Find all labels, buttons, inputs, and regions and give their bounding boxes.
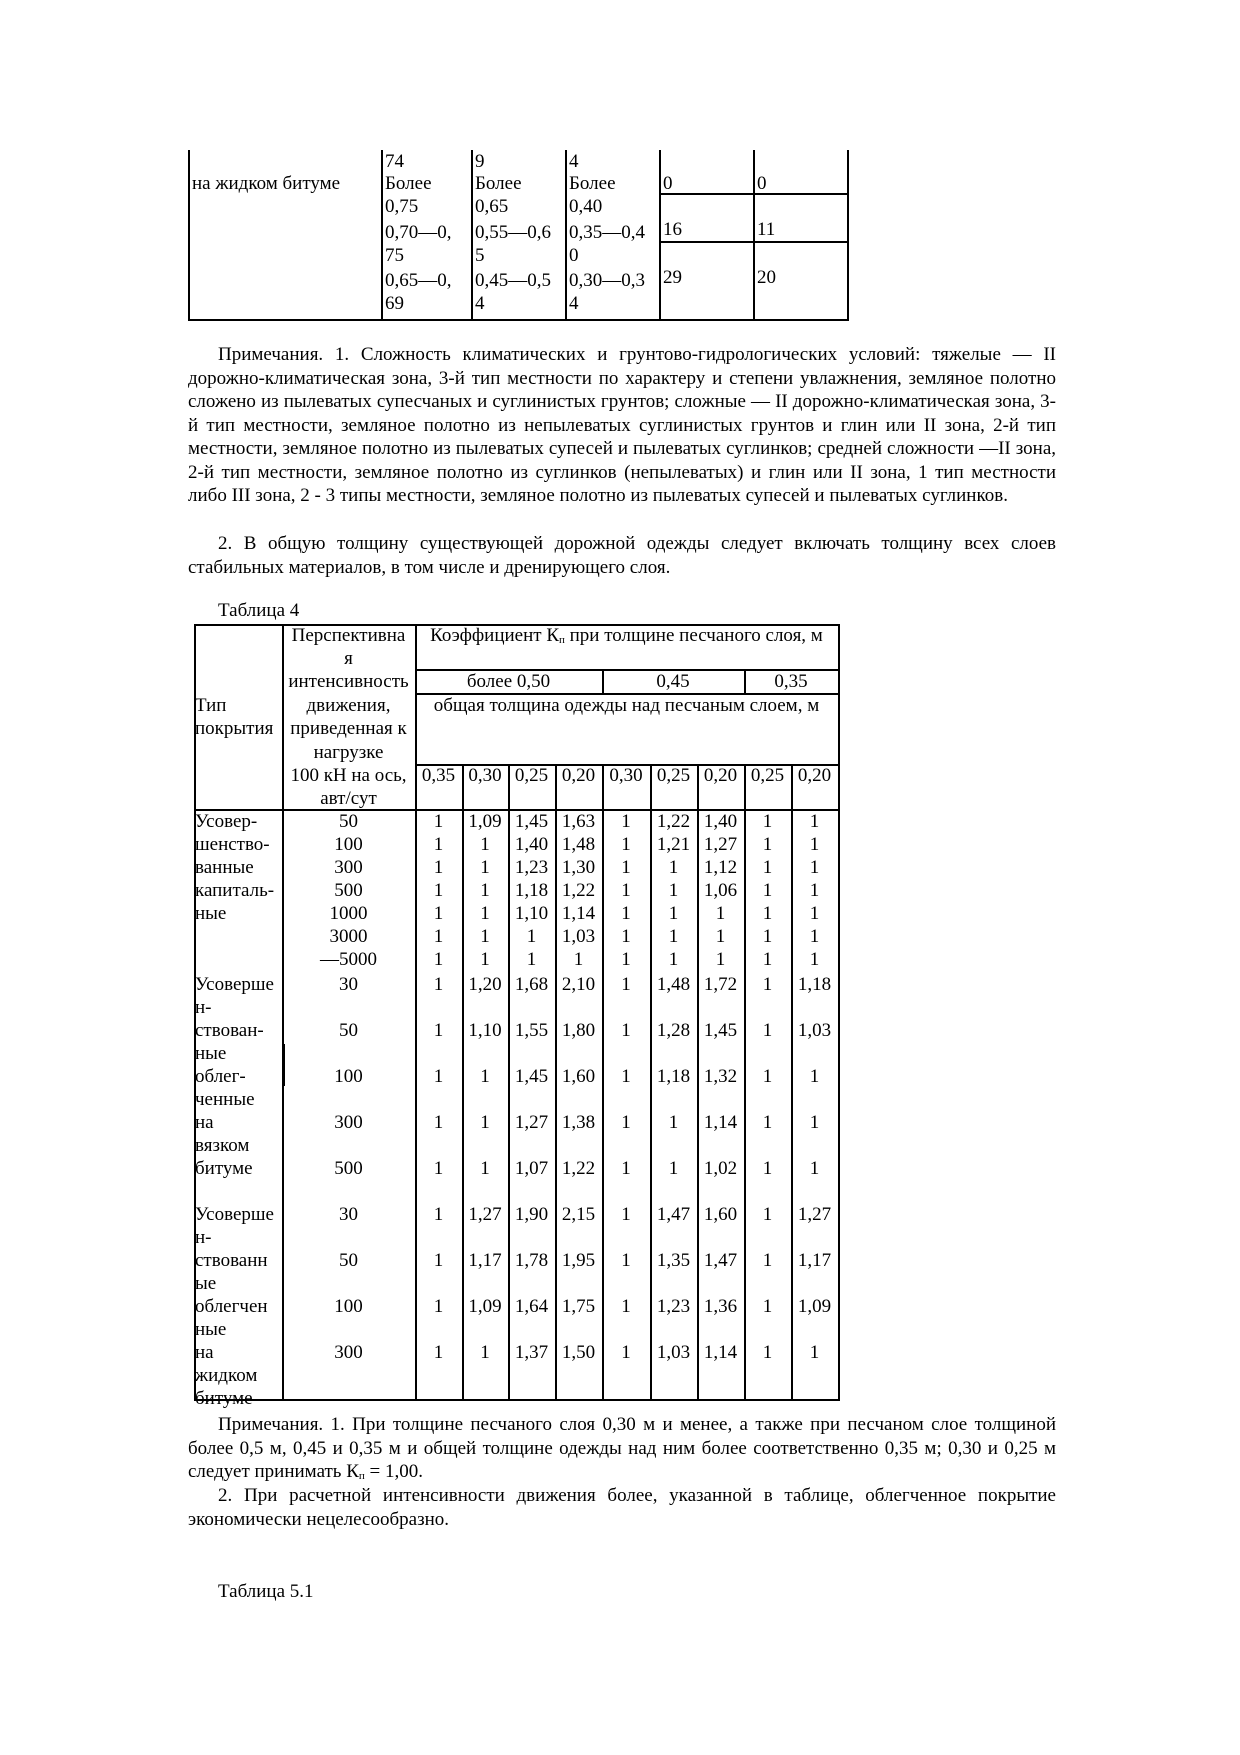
table-4-type-label: ные — [195, 1043, 227, 1064]
table-row-rule — [659, 241, 848, 243]
table-4-cell: 1,07 — [514, 1158, 549, 1179]
table-4-cell: 1 — [433, 1158, 444, 1179]
table-4-cell: 1 — [668, 903, 679, 924]
table-4-type-label: битуме — [195, 1158, 253, 1179]
table-4-cell: 1 — [621, 1296, 631, 1317]
table-4-cell: 1,14 — [561, 903, 596, 924]
table-4-cell: 1 — [433, 811, 444, 832]
table-4-cell: 1,03 — [656, 1342, 691, 1363]
table-4-type-label: н- — [195, 997, 212, 1018]
table-4-cell: 1 — [809, 857, 820, 878]
table-4-cell: 1,21 — [656, 834, 691, 855]
table-4-cell: 1 — [433, 1204, 444, 1225]
table-4-intensity: 300 — [334, 1342, 363, 1363]
table-4-head-thickness: 0,25 — [656, 765, 691, 786]
table-4-cell: 1 — [433, 974, 444, 995]
table-4-cell: 1,22 — [561, 1158, 596, 1179]
table-4-cell: 1,36 — [703, 1296, 738, 1317]
table-4-cell: 1 — [762, 1296, 773, 1317]
table-4-cell: 1,27 — [514, 1112, 549, 1133]
table-4-cell: 1,40 — [514, 834, 549, 855]
table-4-cell: 1 — [621, 903, 631, 924]
table-4-type-label: ствованн — [195, 1250, 268, 1271]
table-4-cell: 1,27 — [468, 1204, 502, 1225]
table-4-cell: 1 — [809, 1342, 820, 1363]
table-4-cell: 1 — [809, 926, 820, 947]
table-4-cell: 1,45 — [703, 1020, 738, 1041]
table-4-type-label: Усоверше — [195, 974, 274, 995]
table-4-cell: 1,22 — [561, 880, 596, 901]
table-4-cell: 1,22 — [656, 811, 691, 832]
table-4-type-label: шенство- — [195, 834, 270, 855]
table-4-head-intensity: 100 кН на ось, — [290, 765, 407, 786]
table-4-cell: 1,40 — [703, 811, 738, 832]
table-bottom-rule — [194, 1399, 839, 1401]
table-4-cell: 1 — [762, 1342, 773, 1363]
table-4-cell: 1 — [809, 903, 820, 924]
table-4-cell: 1 — [526, 926, 537, 947]
table-4-cell: 1 — [809, 1066, 820, 1087]
table-4-type-label: ные — [195, 903, 227, 924]
top-table-cell: 0,45—0,5 — [475, 270, 551, 291]
table-4-cell: 1,09 — [468, 1296, 502, 1317]
top-table-cell: 0 — [569, 245, 579, 266]
notes-1-paragraph-2: 2. В общую толщину существующей дорожной одежды следует включать толщину всех слоев стабильных материалов, в том числе и дренирующего слоя. — [188, 533, 1056, 578]
table-4-cell: 1,27 — [703, 834, 738, 855]
table-4-cell: 1 — [621, 1204, 631, 1225]
table-4-cell: 1,95 — [561, 1250, 596, 1271]
table-4-cell: 1 — [433, 857, 444, 878]
table-4-head-intensity: движения, — [306, 695, 391, 716]
table-4-cell: 1,03 — [797, 1020, 832, 1041]
table-4-intensity: 500 — [334, 880, 363, 901]
table-4-cell: 1,09 — [468, 811, 502, 832]
table-4-cell: 1,18 — [514, 880, 549, 901]
table-4-cell: 1,47 — [656, 1204, 691, 1225]
table-4-cell: 1,06 — [703, 880, 738, 901]
table-4-head-total-thickness: общая толщина одежды над песчаным слоем, м — [433, 695, 820, 716]
table-4-cell: 1 — [809, 1158, 820, 1179]
table-4-cell: 1 — [480, 926, 490, 947]
table-4-type-label: облегчен — [195, 1296, 268, 1317]
table-4-cell: 1 — [762, 1158, 773, 1179]
table-4-cell: 1,23 — [514, 857, 549, 878]
table-4-type-label: на — [195, 1112, 214, 1133]
table-4-cell: 1 — [762, 903, 773, 924]
notes-1-paragraph-1: Примечания. 1. Сложность климатических и грунтово-гидрологических условий: тяжелые — II дорожно-климатическая зона, 3-й тип местности по характеру и степени увлажнения, земляное полотно сложено из пылеватых супесчаных и суглинистых грунтов; сложные — II дорожно-климатическая зона, 3-й тип местности, земляное полотно из непылеватых суглинистых грунтов и глин или II зона, 2-й тип местности, земляное полотно из пылеватых супесей и пылеватых суглинков; средней сложности —II зона, 2-й тип местности, земляное полотно из суглинков (непылеватых) и глин или II зона, 1 тип местности либо III зона, 2 - 3 типы местности, земляное полотно из пылеватых супесей и пылеватых суглинков. — [188, 344, 1056, 506]
table-4-cell: 1 — [621, 857, 631, 878]
table-4-cell: 1 — [621, 1158, 631, 1179]
table-4-cell: 1,28 — [656, 1020, 691, 1041]
table-4-cell: 1 — [668, 880, 679, 901]
table-4-cell: 1 — [480, 857, 490, 878]
table-4-intensity: —5000 — [320, 949, 377, 970]
table-4-cell: 1,68 — [514, 974, 549, 995]
table-4-caption: Таблица 4 — [218, 600, 300, 621]
table-4-head-thickness: 0,25 — [514, 765, 549, 786]
table-4-cell: 1 — [668, 926, 679, 947]
table-4-cell: 1,12 — [703, 857, 738, 878]
table-4-cell: 1 — [621, 949, 631, 970]
top-table-cell: 0 — [663, 173, 673, 194]
table-4-type-label: ванные — [195, 857, 254, 878]
top-table-cell: 75 — [385, 245, 404, 266]
table-4-cell: 1 — [480, 1342, 490, 1363]
table-4-cell: 1,14 — [703, 1342, 738, 1363]
table-4-intensity: 100 — [334, 1066, 363, 1087]
table-4-cell: 1,18 — [656, 1066, 691, 1087]
top-table-cell: 20 — [757, 267, 776, 288]
table-4-cell: 1,20 — [468, 974, 502, 995]
table-4-cell: 1 — [433, 1066, 444, 1087]
table-4-type-label: ствован- — [195, 1020, 264, 1041]
table-column-rule — [565, 150, 567, 320]
table-4-cell: 1 — [762, 949, 773, 970]
table-4-type-label: н- — [195, 1227, 212, 1248]
top-table-cell: 29 — [663, 267, 682, 288]
top-table-cell: 11 — [757, 219, 776, 240]
table-4-intensity: 50 — [339, 1250, 358, 1271]
table-4-cell: 1 — [433, 926, 444, 947]
table-4-cell: 1,27 — [797, 1204, 832, 1225]
table-4-cell: 1 — [621, 880, 631, 901]
table-4-cell: 1,55 — [514, 1020, 549, 1041]
table-4-cell: 1 — [621, 974, 631, 995]
top-table-cell: 4 — [569, 293, 579, 314]
table-5-1-caption: Таблица 5.1 — [218, 1581, 314, 1602]
top-table-cell: 9 — [475, 151, 485, 172]
table-4-head-thickness: 0,20 — [797, 765, 832, 786]
table-4-cell: 1 — [762, 811, 773, 832]
table-4-cell: 1,75 — [561, 1296, 596, 1317]
table-4-cell: 1,37 — [514, 1342, 549, 1363]
table-column-rule — [381, 150, 383, 320]
table-4-head-sand-thickness: 0,45 — [656, 671, 690, 692]
table-4-cell: 1 — [621, 1066, 631, 1087]
table-4-cell: 1,09 — [797, 1296, 832, 1317]
top-table-cell: 0 — [757, 173, 767, 194]
table-4-head-thickness: 0,20 — [703, 765, 738, 786]
table-4-cell: 1 — [762, 1112, 773, 1133]
table-4-head-sand-thickness: более 0,50 — [466, 671, 551, 692]
table-4-cell: 1,63 — [561, 811, 596, 832]
table-column-rule — [415, 624, 417, 1401]
table-4-cell: 1 — [433, 903, 444, 924]
table-row-rule — [659, 193, 848, 195]
table-4-cell: 1,35 — [656, 1250, 691, 1271]
table-4-cell: 1,80 — [561, 1020, 596, 1041]
table-4-cell: 1 — [621, 1250, 631, 1271]
table-4-cell: 1 — [762, 1250, 773, 1271]
table-4-cell: 1 — [480, 1112, 490, 1133]
table-4-cell: 1 — [668, 1158, 679, 1179]
table-4-cell: 1 — [762, 926, 773, 947]
top-table-cell: 5 — [475, 245, 485, 266]
table-4-head-thickness: 0,20 — [561, 765, 596, 786]
top-table-cell: 0,65—0, — [385, 270, 452, 291]
table-4-head-intensity: интенсивность — [288, 671, 409, 692]
table-4-cell: 1 — [433, 949, 444, 970]
table-4-cell: 1 — [621, 1020, 631, 1041]
table-4-cell: 1 — [433, 1250, 444, 1271]
top-table-cell: 0,65 — [475, 196, 509, 217]
table-4-head-coefficient: Коэффициент $К_п$ при толщине песчаного слоя, м — [430, 625, 823, 646]
table-column-rule — [659, 150, 661, 320]
table-4-cell: 1 — [433, 1296, 444, 1317]
table-4-cell: 1 — [480, 1158, 490, 1179]
table-4-cell: 1 — [762, 974, 773, 995]
table-4-cell: 1,18 — [797, 974, 832, 995]
table-4-intensity: 3000 — [329, 926, 368, 947]
notes-2-paragraph-1: Примечания. 1. При толщине песчаного слоя 0,30 м и менее, а также при песчаном слое толщиной более 0,5 м, 0,45 и 0,35 м и общей толщине одежды над ним более соответственно 0,35 м; 0,30 и 0,25 м следует принимать $К_п = 1,00$. — [188, 1414, 1056, 1482]
table-4-type-label: на — [195, 1342, 214, 1363]
table-4-cell: 1 — [762, 1020, 773, 1041]
table-4-cell: 1 — [762, 1204, 773, 1225]
table-4-type-label: капиталь- — [195, 880, 275, 901]
table-4-type-label: ченные — [195, 1089, 255, 1110]
top-table-label: на жидком битуме — [192, 173, 341, 194]
top-table-cell: 0,30—0,3 — [569, 270, 645, 291]
table-4-head-thickness: 0,30 — [468, 765, 502, 786]
table-4-cell: 1 — [668, 1112, 679, 1133]
table-4-cell: 1,90 — [514, 1204, 549, 1225]
table-4-type-label: жидком — [195, 1365, 258, 1386]
top-table-cell: 0,70—0, — [385, 222, 452, 243]
table-4-type-label: ые — [195, 1273, 217, 1294]
top-table-cell: Более — [475, 173, 522, 194]
top-table-cell: 69 — [385, 293, 404, 314]
table-4-cell: 1 — [809, 811, 820, 832]
table-4-intensity: 300 — [334, 1112, 363, 1133]
table-bottom-rule — [188, 319, 849, 321]
table-4-cell: 1 — [668, 949, 679, 970]
table-4-cell: 1,50 — [561, 1342, 596, 1363]
table-column-rule — [847, 150, 849, 320]
table-4-head-intensity: приведенная к — [290, 718, 407, 739]
table-4-head-intensity: Перспективна — [291, 625, 406, 646]
table-4-cell: 1 — [433, 834, 444, 855]
top-table-cell: 74 — [385, 151, 404, 172]
table-4-head-type: Тип — [195, 695, 227, 716]
table-4-cell: 1,48 — [656, 974, 691, 995]
table-4-cell: 1 — [809, 880, 820, 901]
table-4-intensity: 50 — [339, 811, 358, 832]
top-table-cell: 0,40 — [569, 196, 603, 217]
table-4-cell: 1,10 — [514, 903, 549, 924]
table-4-cell: 1,48 — [561, 834, 596, 855]
table-4-intensity: 500 — [334, 1158, 363, 1179]
table-4-cell: 1,45 — [514, 1066, 549, 1087]
table-4-cell: 1 — [762, 834, 773, 855]
table-4-type-label: вязком — [195, 1135, 250, 1156]
table-4-cell: 1 — [433, 880, 444, 901]
table-column-rule — [471, 150, 473, 320]
table-4-head-intensity: я — [344, 648, 353, 669]
table-4-cell: 1 — [573, 949, 584, 970]
table-4-cell: 1,60 — [561, 1066, 596, 1087]
table-4-cell: 1 — [480, 903, 490, 924]
table-4-intensity: 30 — [339, 1204, 358, 1225]
table-4-cell: 1 — [480, 880, 490, 901]
top-table-cell: 16 — [663, 219, 682, 240]
table-4-cell: 1 — [480, 834, 490, 855]
table-4-head-type: покрытия — [195, 718, 274, 739]
table-right-rule — [838, 624, 840, 1401]
table-4-head-thickness: 0,35 — [421, 765, 456, 786]
table-4-head-thickness: 0,30 — [609, 765, 643, 786]
table-4-cell: 1,38 — [561, 1112, 596, 1133]
table-4-type-label: Усовер- — [195, 811, 258, 832]
table-4-cell: 1 — [762, 880, 773, 901]
table-4-cell: 1,45 — [514, 811, 549, 832]
table-4-cell: 1 — [715, 949, 726, 970]
table-4-cell: 1 — [762, 1066, 773, 1087]
table-4-cell: 1 — [621, 1342, 631, 1363]
top-table-cell: 4 — [475, 293, 485, 314]
table-4-cell: 1 — [480, 1066, 490, 1087]
table-column-rule — [188, 150, 190, 320]
table-4-cell: 1,17 — [797, 1250, 832, 1271]
table-4-intensity: 50 — [339, 1020, 358, 1041]
table-4-cell: 1,64 — [514, 1296, 549, 1317]
table-4-cell: 1,72 — [703, 974, 738, 995]
table-4-cell: 1 — [809, 834, 820, 855]
table-4-cell: 1,23 — [656, 1296, 691, 1317]
table-4-cell: 1 — [433, 1112, 444, 1133]
table-4-type-label: ные — [195, 1319, 227, 1340]
top-table-cell: 0,35—0,4 — [569, 222, 645, 243]
table-4-cell: 1,78 — [514, 1250, 549, 1271]
table-4-cell: 1 — [433, 1020, 444, 1041]
table-4-intensity: 100 — [334, 1296, 363, 1317]
table-4-cell: 1 — [621, 926, 631, 947]
table-4-cell: 1 — [715, 926, 726, 947]
table-4-cell: 1 — [621, 1112, 631, 1133]
table-4-cell: 1,30 — [561, 857, 596, 878]
table-4-head-sand-thickness: 0,35 — [774, 671, 808, 692]
table-4-cell: 1 — [809, 949, 820, 970]
top-table-cell: 0,55—0,6 — [475, 222, 551, 243]
table-4-type-label: облег- — [195, 1066, 246, 1087]
table-4-intensity: 1000 — [329, 903, 368, 924]
table-4-head-intensity: авт/сут — [320, 788, 377, 809]
table-4-cell: 1,32 — [703, 1066, 738, 1087]
table-4-cell: 1 — [715, 903, 726, 924]
table-4-cell: 2,10 — [561, 974, 596, 995]
table-4-cell: 1,10 — [468, 1020, 502, 1041]
table-4-intensity: 30 — [339, 974, 358, 995]
table-4-cell: 1,02 — [703, 1158, 738, 1179]
table-4-cell: 1 — [480, 949, 490, 970]
table-4-head-thickness: 0,25 — [750, 765, 785, 786]
table-4-cell: 1 — [762, 857, 773, 878]
table-4-head-intensity: нагрузке — [313, 742, 384, 763]
table-4-intensity: 100 — [334, 834, 363, 855]
table-4-cell: 1,03 — [561, 926, 596, 947]
table-4-cell: 1 — [526, 949, 537, 970]
table-4-cell: 1 — [809, 1112, 820, 1133]
notes-2-paragraph-2: 2. При расчетной интенсивности движения более, указанной в таблице, облегченное покрытие экономически нецелесообразно. — [188, 1485, 1056, 1530]
table-4-cell: 1 — [621, 834, 631, 855]
table-column-rule — [753, 150, 755, 320]
top-table-cell: 0,75 — [385, 196, 419, 217]
table-4-intensity: 300 — [334, 857, 363, 878]
table-4-cell: 1,14 — [703, 1112, 738, 1133]
table-4-cell: 1,60 — [703, 1204, 738, 1225]
top-table-cell: 4 — [569, 151, 579, 172]
top-table-cell: Более — [569, 173, 616, 194]
table-4-cell: 1,47 — [703, 1250, 738, 1271]
table-4-cell: 1 — [668, 857, 679, 878]
table-4-cell: 1 — [433, 1342, 444, 1363]
table-4-cell: 1 — [621, 811, 631, 832]
top-table-fragment — [188, 150, 848, 322]
table-4-type-label: Усоверше — [195, 1204, 274, 1225]
table-4-cell: 1,17 — [468, 1250, 502, 1271]
top-table-cell: Более — [385, 173, 432, 194]
table-4-type-label: битуме — [195, 1388, 253, 1409]
table-4-cell: 2,15 — [561, 1204, 596, 1225]
